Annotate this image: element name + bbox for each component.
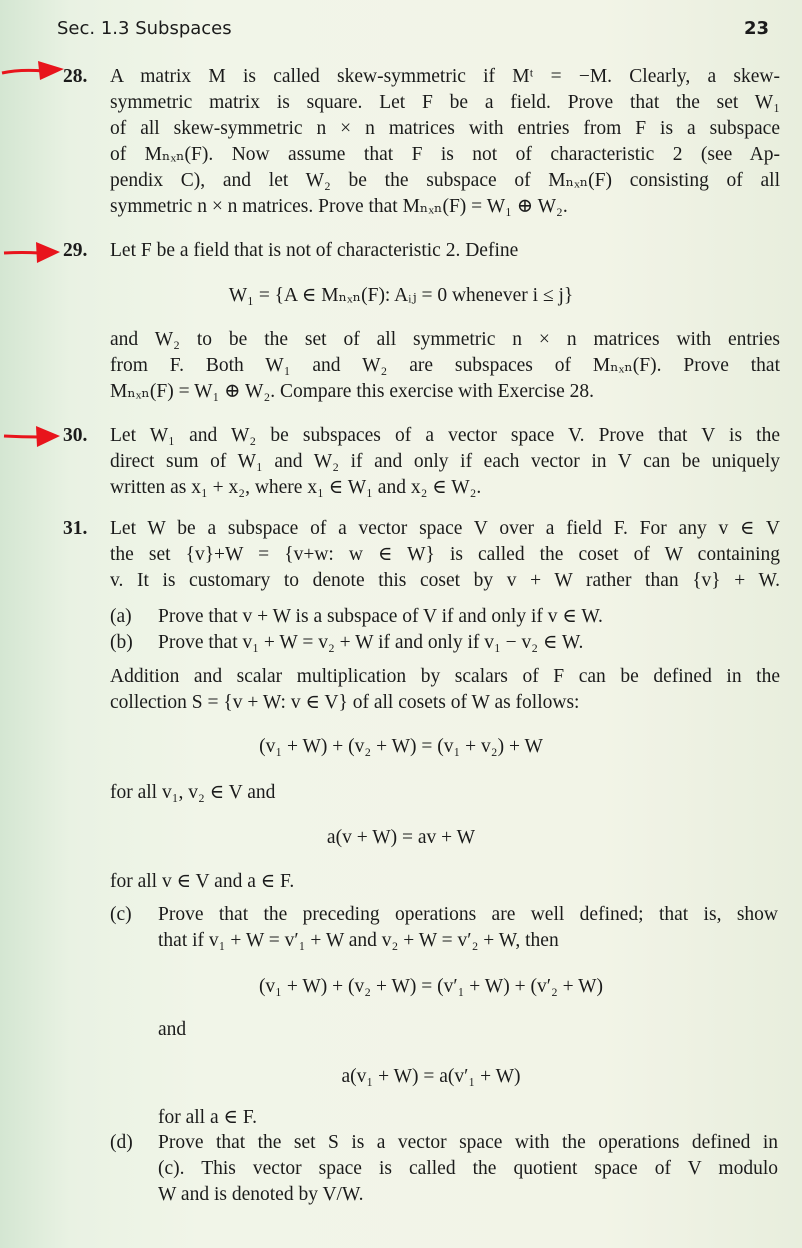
text-line: of all skew-symmetric n × n matrices with entries from F is a subspace [110, 118, 780, 139]
text-line: symmetric n × n matrices. Prove that Mₙₓₙ(F) = W₁ ⊕ W₂. [110, 196, 568, 217]
exercise-number: 30. [63, 425, 88, 446]
text-line: W and is denoted by V/W. [158, 1184, 364, 1205]
text-line: Mₙₓₙ(F) = W₁ ⊕ W₂. Compare this exercise with Exercise 28. [110, 381, 595, 402]
text-line: collection S = {v + W: v ∈ V} of all cosets of W as follows: [110, 692, 580, 713]
section-title: Sec. 1.3 Subspaces [57, 18, 232, 39]
text-line: Let W₁ and W₂ be subspaces of a vector space V. Prove that V is the [110, 425, 780, 446]
display-equation: W₁ = {A ∈ Mₙₓₙ(F): Aᵢⱼ = 0 whenever i ≤ j} [228, 285, 574, 306]
text-line: Prove that v₁ + W = v₂ + W if and only if v₁ − v₂ ∈ W. [158, 632, 584, 653]
display-equation: a(v₁ + W) = a(v′₁ + W) [341, 1066, 521, 1087]
text-line: and [158, 1019, 187, 1040]
exercise-number: 28. [63, 66, 88, 87]
text-line: Addition and scalar multiplication by scalars of F can be defined in the [110, 666, 780, 687]
text-line: Prove that v + W is a subspace of V if and only if v ∈ W. [158, 606, 603, 627]
display-equation: (v₁ + W) + (v₂ + W) = (v₁ + v₂) + W [259, 736, 543, 757]
text-line: for all v₁, v₂ ∈ V and [110, 782, 276, 803]
exercise-number: 31. [63, 518, 88, 539]
item-label: (a) [110, 606, 132, 627]
text-line: Let F be a field that is not of characteristic 2. Define [110, 240, 519, 261]
page-number: 23 [743, 18, 769, 39]
display-equation: (v₁ + W) + (v₂ + W) = (v′₁ + W) + (v′₂ + W) [258, 976, 604, 997]
text-line: pendix C), and let W₂ be the subspace of Mₙₓₙ(F) consisting of all [110, 170, 780, 191]
text-line: from F. Both W₁ and W₂ are subspaces of Mₙₓₙ(F). Prove that [110, 355, 780, 376]
text-line: Prove that the preceding operations are well defined; that is, show [158, 904, 778, 925]
text-line: of Mₙₓₙ(F). Now assume that F is not of characteristic 2 (see Ap- [110, 144, 780, 165]
red-arrow-icon [0, 240, 62, 264]
text-line: A matrix M is called skew-symmetric if Mᵗ = −M. Clearly, a skew- [110, 66, 780, 87]
text-line: direct sum of W₁ and W₂ if and only if each vector in V can be uniquely [110, 451, 780, 472]
item-label: (c) [110, 904, 132, 925]
text-line: that if v₁ + W = v′₁ + W and v₂ + W = v′₂ + W, then [158, 930, 559, 951]
text-line: v. It is customary to denote this coset by v + W rather than {v} + W. [110, 570, 780, 591]
item-label: (d) [110, 1132, 133, 1153]
red-arrow-icon [0, 424, 62, 448]
text-line: and W₂ to be the set of all symmetric n × n matrices with entries [110, 329, 780, 350]
red-arrow-icon [0, 58, 66, 82]
text-line: symmetric matrix is square. Let F be a field. Prove that the set W₁ [110, 92, 780, 113]
display-equation: a(v + W) = av + W [326, 827, 476, 848]
text-line: (c). This vector space is called the quotient space of V modulo [158, 1158, 778, 1179]
text-line: the set {v}+W = {v+w: w ∈ W} is called the coset of W containing [110, 544, 780, 565]
text-line: Prove that the set S is a vector space with the operations defined in [158, 1132, 778, 1153]
item-label: (b) [110, 632, 133, 653]
page-header [57, 18, 769, 44]
text-line: for all a ∈ F. [158, 1107, 257, 1128]
text-line: written as x₁ + x₂, where x₁ ∈ W₁ and x₂ ∈ W₂. [110, 477, 482, 498]
text-line: for all v ∈ V and a ∈ F. [110, 871, 295, 892]
text-line: Let W be a subspace of a vector space V over a field F. For any v ∈ V [110, 518, 780, 539]
exercise-number: 29. [63, 240, 88, 261]
